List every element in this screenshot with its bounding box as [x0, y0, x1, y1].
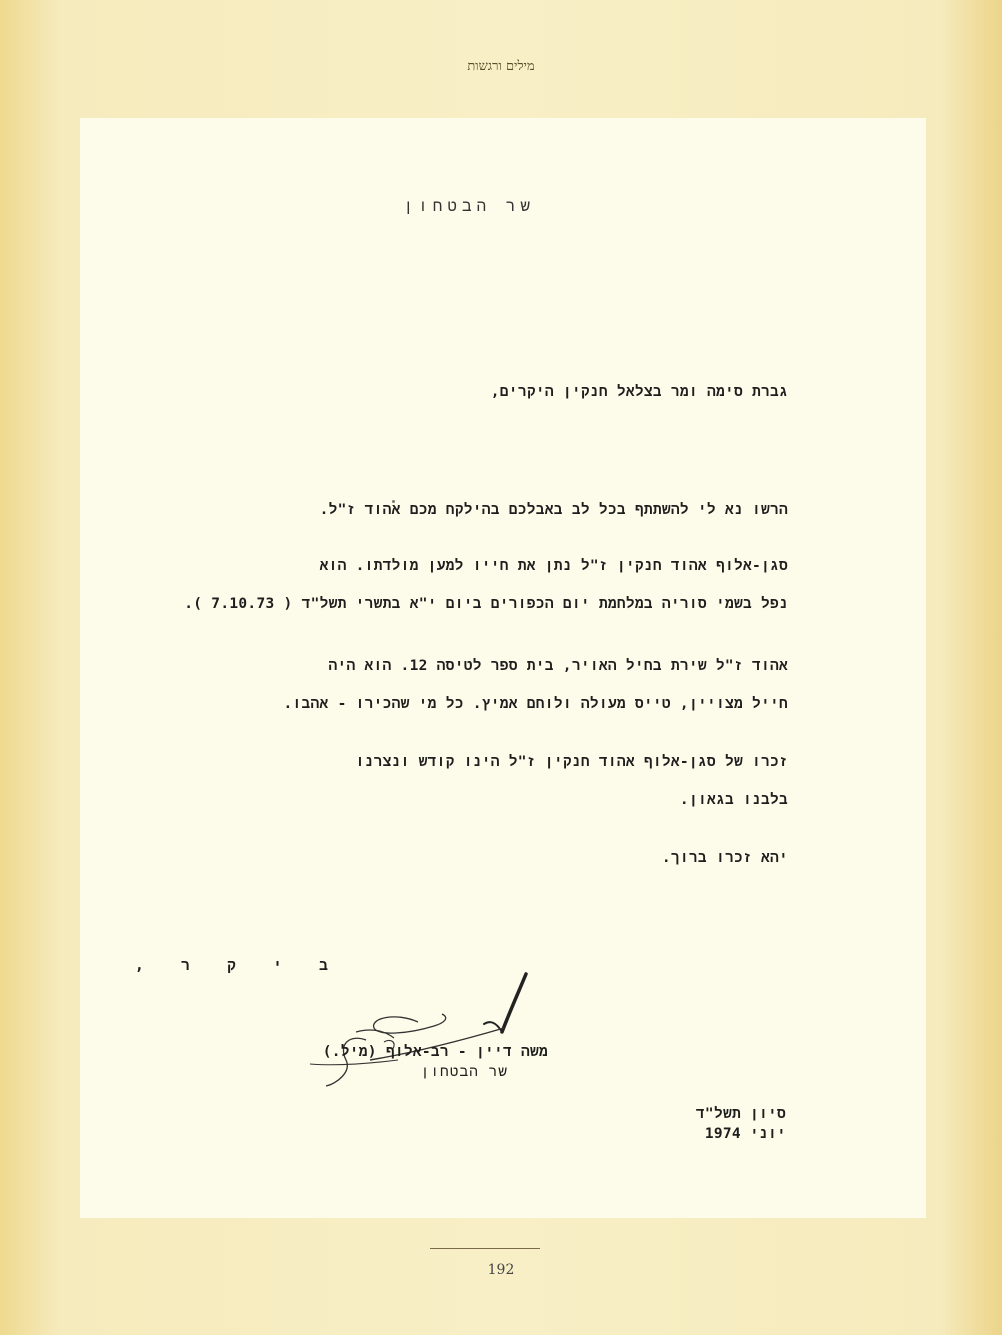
- body-line: זכרו של סגן-אלוף אהוד חנקין ז"ל הינו קודש ונצרנו: [355, 754, 788, 770]
- page-number: 192: [487, 1262, 515, 1278]
- body-line: בלבנו בגאון.: [679, 792, 788, 808]
- signatory-name: משה דיין - רב-אלוף (מיל.): [322, 1044, 548, 1060]
- body-line: נפל בשמי סוריה במלחמת יום הכפורים ביום י"א בתשרי תשל"ד ( 7.10.73 ).: [184, 596, 788, 612]
- closing: ב י ק ר ,: [134, 956, 342, 974]
- date-hebrew: סיון תשל"ד: [695, 1106, 786, 1122]
- date-civil: יוני 1974: [704, 1126, 786, 1142]
- letterhead: שר הבטחון: [403, 196, 535, 215]
- running-header: מילים ורגשות: [467, 59, 535, 74]
- body-line: חייל מצויין, טייס מעולה ולוחם אמיץ. כל מי שהכירו - אהבו.: [283, 696, 788, 712]
- body-line: אהוד ז"ל שירת בחיל האויר, בית ספר לטיסה 12. הוא היה: [328, 658, 788, 674]
- letter-sheet: [80, 118, 926, 1218]
- body-line: סגן-אלוף אהוד חנקין ז"ל נתן את חייו למען מולדתו. הוא: [319, 558, 788, 574]
- signatory-title: שר הבטחון: [420, 1064, 508, 1080]
- salutation: גברת סימה ומר בצלאל חנקין היקרים,: [490, 384, 788, 400]
- footer-rule: [430, 1248, 540, 1249]
- body-line: יהא זכרו ברוך.: [661, 850, 788, 866]
- body-line: הרשו נא לי להשתתף בכל לב באבלכם בהילקח מכם אהוד ז"ל.: [319, 502, 788, 518]
